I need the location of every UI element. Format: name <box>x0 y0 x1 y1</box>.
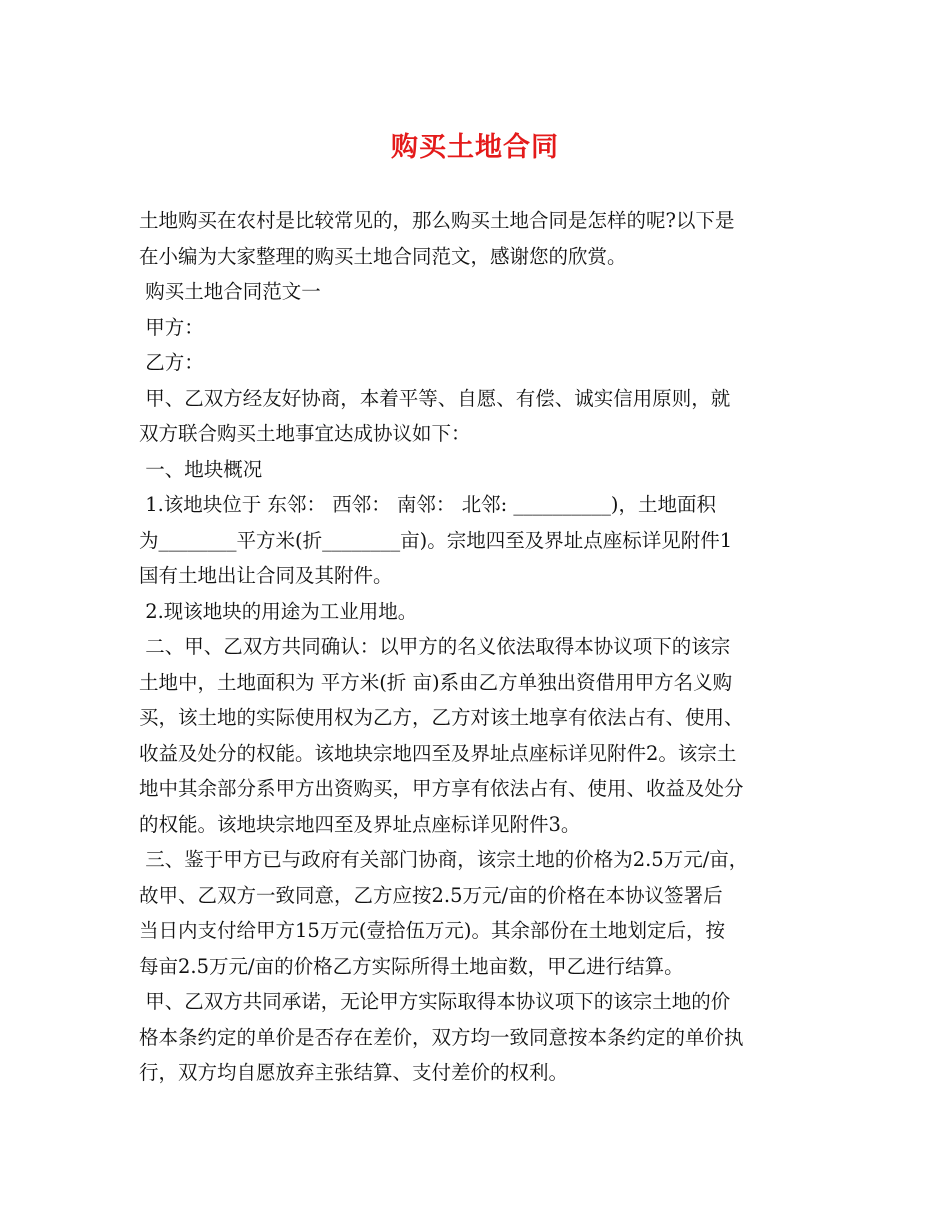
body-line: 的权能。该地块宗地四至及界址点座标详见附件3。 <box>139 812 581 836</box>
document-body <box>139 203 819 1091</box>
body-line: 双方联合购买土地事宜达成协议如下： <box>139 422 471 445</box>
body-line: 格本条约定的单价是否存在差价，双方均一致同意按本条约定的单价执 <box>139 1025 744 1049</box>
body-line: 故甲、乙双方一致同意，乙方应按2.5万元/亩的价格在本协议签署后 <box>139 883 723 907</box>
body-line: 1.该地块位于 东邻： 西邻： 南邻： 北邻: __________)，土地面积 <box>139 493 716 516</box>
section-heading: 购买土地合同范文一 <box>139 280 321 303</box>
body-line: 甲、乙双方共同承诺，无论甲方实际取得本协议项下的该宗土地的价 <box>139 990 731 1013</box>
clause-heading: 一、地块概况 <box>139 457 263 481</box>
document-title: 购买土地合同 <box>391 132 559 163</box>
body-line: 买，该土地的实际使用权为乙方，乙方对该土地享有依法占有、使用、 <box>139 706 744 729</box>
body-line: 每亩2.5万元/亩的价格乙方实际所得土地亩数，甲乙进行结算。 <box>139 954 684 978</box>
body-line: 二、甲、乙双方共同确认：以甲方的名义依法取得本协议项下的该宗 <box>139 635 731 658</box>
body-line: 为________平方米(折________亩)。宗地四至及界址点座标详见附件1 <box>139 528 733 552</box>
body-line: 地中其余部分系甲方出资购买，甲方享有依法占有、使用、收益及处分 <box>139 777 744 800</box>
body-line: 当日内支付给甲方15万元(壹拾伍万元)。其余部份在土地划定后，按 <box>139 919 726 942</box>
body-line: 土地购买在农村是比较常见的，那么购买土地合同是怎样的呢?以下是 <box>139 209 735 232</box>
body-line: 收益及处分的权能。该地块宗地四至及界址点座标详见附件2。该宗土 <box>139 741 737 765</box>
body-line: 土地中，土地面积为 平方米(折 亩)系由乙方单独出资借用甲方名义购 <box>139 670 733 694</box>
party-a-label: 甲方： <box>139 315 204 339</box>
body-line: 国有土地出让合同及其附件。 <box>139 564 393 587</box>
body-line: 三、鉴于甲方已与政府有关部门协商，该宗土地的价格为2.5万元/亩， <box>139 848 749 871</box>
body-line: 在小编为大家整理的购买土地合同范文，感谢您的欣赏。 <box>139 244 627 268</box>
body-line: 2.现该地块的用途为工业用地。 <box>139 599 418 623</box>
body-line: 行，双方均自愿放弃主张结算、支付差价的权利。 <box>139 1061 569 1084</box>
body-line: 甲、乙双方经友好协商，本着平等、自愿、有偿、诚实信用原则，就 <box>139 386 731 410</box>
party-b-label: 乙方： <box>139 351 204 374</box>
